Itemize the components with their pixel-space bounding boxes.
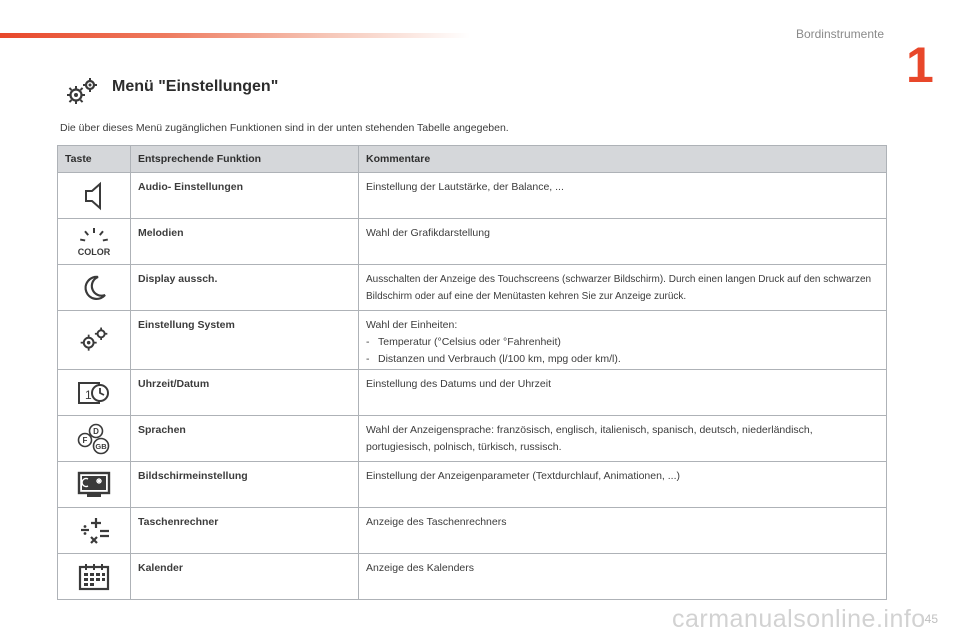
function-name: Display aussch.	[131, 265, 359, 311]
settings-functions-table	[57, 145, 887, 600]
key-cell	[58, 554, 131, 600]
key-cell	[58, 370, 131, 416]
color-icon	[72, 226, 116, 258]
function-name: Kalender	[131, 554, 359, 600]
function-name: Uhrzeit/Datum	[131, 370, 359, 416]
comment-text: Anzeige des Kalenders	[359, 554, 887, 600]
function-name: Bildschirmeinstellung	[131, 462, 359, 508]
comment-text: Anzeige des Taschenrechners	[359, 508, 887, 554]
comment-cell	[359, 311, 887, 370]
comment-text: Ausschalten der Anzeige des Touchscreens (schwarzer Bildschirm). Durch einen langen Druck auf den schwarzen Bildschirm oder auf eine der Menütasten kehren Sie zur Anzeige zurück.	[359, 265, 887, 311]
comment-text: Wahl der Einheiten:	[366, 319, 458, 331]
column-header-function: Entsprechende Funktion	[131, 146, 359, 173]
gears-icon	[78, 325, 110, 355]
color-icon-label: COLOR	[77, 246, 111, 257]
table-header-row	[58, 146, 887, 173]
function-name: Audio- Einstellungen	[131, 173, 359, 219]
chapter-number: 1	[906, 37, 934, 93]
column-header-comments: Kommentare	[359, 146, 887, 173]
table-row	[58, 219, 887, 265]
page-title: Menü "Einstellungen"	[112, 78, 279, 95]
function-name: Taschenrechner	[131, 508, 359, 554]
page-number: 45	[924, 612, 938, 626]
settings-gears-icon	[64, 76, 100, 108]
header-accent-bar	[0, 33, 470, 38]
language-label-f: F	[82, 435, 88, 445]
key-cell	[58, 219, 131, 265]
intro-text: Die über dieses Menü zugänglichen Funktionen sind in der unten stehenden Tabelle angegeben.	[60, 122, 509, 134]
language-label-gb: GB	[95, 441, 107, 451]
function-name: Melodien	[131, 219, 359, 265]
comment-text: Wahl der Anzeigensprache: französisch, englisch, italienisch, spanisch, deutsch, niederländisch, portugiesisch, polnisch, türkisch, russisch.	[359, 416, 887, 462]
language-label-d: D	[93, 426, 99, 436]
comment-text: Einstellung des Datums und der Uhrzeit	[359, 370, 887, 416]
table-row	[58, 416, 887, 462]
key-cell	[58, 173, 131, 219]
calculator-icon	[75, 515, 113, 547]
calendar-icon	[77, 562, 111, 592]
watermark: carmanualsonline.info	[672, 605, 926, 633]
table-row	[58, 311, 887, 370]
key-cell	[58, 508, 131, 554]
table-row	[58, 370, 887, 416]
table-row	[58, 173, 887, 219]
key-cell	[58, 462, 131, 508]
table-row	[58, 462, 887, 508]
function-name: Einstellung System	[131, 311, 359, 370]
bullet-text: Distanzen und Verbrauch (l/100 km, mpg oder km/l).	[378, 353, 621, 365]
bullet-text: Temperatur (°Celsius oder °Fahrenheit)	[378, 336, 561, 348]
key-cell	[58, 265, 131, 311]
comment-text: Einstellung der Lautstärke, der Balance, ...	[359, 173, 887, 219]
speaker-icon	[82, 181, 106, 211]
table-row	[58, 508, 887, 554]
column-header-key: Taste	[58, 146, 131, 173]
comment-text: Einstellung der Anzeigenparameter (Textdurchlauf, Animationen, ...)	[359, 462, 887, 508]
clock-calendar-icon	[77, 379, 111, 407]
table-row	[58, 265, 887, 311]
languages-icon	[75, 423, 113, 455]
screen-settings-icon	[77, 470, 111, 500]
list-item: - Distanzen und Verbrauch (l/100 km, mpg oder km/l).	[366, 353, 621, 365]
function-name: Sprachen	[131, 416, 359, 462]
table-row	[58, 554, 887, 600]
clock-calendar-icon-label: 1	[85, 387, 92, 402]
section-title: Bordinstrumente	[795, 27, 884, 41]
key-cell	[58, 311, 131, 370]
comment-text: Wahl der Grafikdarstellung	[359, 219, 887, 265]
list-item: - Temperatur (°Celsius oder °Fahrenheit)	[366, 336, 561, 348]
key-cell	[58, 416, 131, 462]
moon-icon	[79, 273, 109, 303]
